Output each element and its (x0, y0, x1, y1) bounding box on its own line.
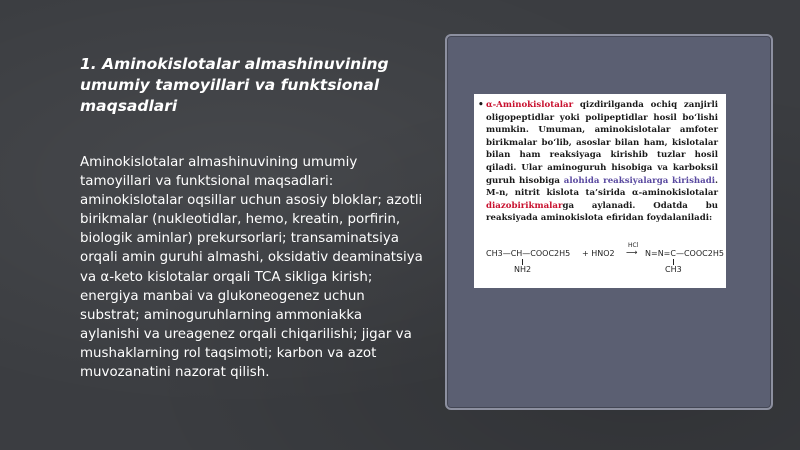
product-formula: N=N=C—COOC2H5 (645, 249, 724, 258)
bullet: • (478, 100, 484, 110)
product-methyl: CH3 (665, 265, 682, 274)
excerpt-text-1: qizdirilganda ochiq zanjirli oligopeptidlar yoki polipeptidlar hosil bo‘lishi mumkin. Umuman, aminokislotalar amfoter birikmalar bo‘lib, asoslar bilan ham, kislotalar bilan ham reaksiyaga kirishib tuzlar hosil qiladi. Ular aminoguruh hisobiga va karboksil guruh hisobiga (486, 100, 718, 186)
excerpt-text-3: ga aylanadi. Odatda bu reaksiyada aminokislota efiridan foydalaniladi: (486, 200, 718, 224)
reaction-arrow: ⟶ (626, 248, 638, 257)
term-separate-reactions: alohida reaksiyalarga kirishadi (563, 175, 715, 186)
catalyst-label: HCl (628, 242, 639, 249)
excerpt-text-2: . M-n, nitrit kislota ta’sirida α-aminokislotalar (486, 175, 718, 199)
term-amino-acids: α-Aminokislotalar (486, 100, 574, 110)
reaction-equation (478, 243, 726, 283)
reagent: + HNO2 (582, 249, 615, 258)
amine-group: NH2 (514, 265, 532, 274)
slide-body-text: Aminokislotalar almashinuvining umumiy tamoyillari va funktsional maqsadlari: aminokislotalar oqsillar uchun asosiy bloklar; azotli birikmalar (nukleotidlar, hemo, kreatin, porfirin, biologik aminlar) prekursorlari; transaminatsiya orqali amin guruhi almashi, oksidativ deaminatsiya va α-keto kislotalar orqali TCA sikliga kirish; energiya manbai va glukoneogenez uchun substrat; aminoguruhlarning ammoniakka aylanishi va ureagenez orqali chiqarilishi; jigar va mushaklarning rol taqsimoti; karbon va azot muvozanatini nazorat qilish. (80, 155, 423, 381)
term-diazo-compounds: diazobirikmalar (486, 200, 563, 211)
slide-title: 1. Aminokislotalar almashinuvining umumiy tamoyillari va funktsional maqsadlari (80, 55, 389, 115)
reactant-formula: CH3—CH—COOC2H5 (486, 249, 571, 258)
